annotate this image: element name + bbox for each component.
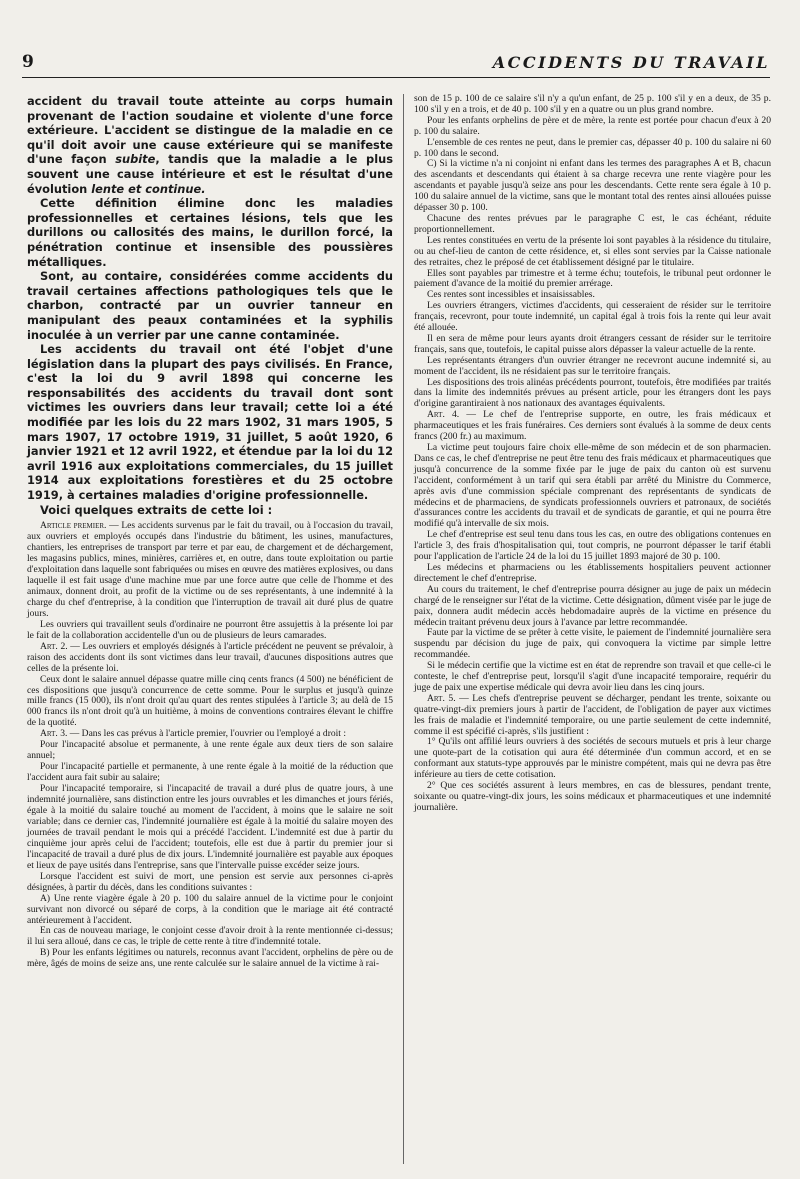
paragraph: Les rentes constituées en vertu de la présente loi sont payables à la résidence du titulaire, ou au chef-lieu de canton de cette résidence, et, si elles sont servies par la Caisse nationale des retraites, chez le préposé de cet établissement désigné par le titulaire.	[414, 234, 771, 268]
article-2-paragraph: Ceux dont le salaire annuel dépasse quatre mille cinq cents francs (4 500) ne bénéficient de ces dispositions que jusqu'à concurrence de cette somme. Pour le surplus et jusqu'à quinze mille francs (15 000), ils n'ont droit qu'au quart des rentes stipulées à l'article 3; au delà de 15 000 francs ils n'ont droit qu'à un huitième, à moins de conventions contraires élevant le chiffre de la quotité.	[27, 673, 393, 729]
paragraph: Les médecins et pharmaciens ou les établissements hospitaliers peuvent actionner directement le chef d'entreprise.	[414, 561, 771, 584]
intro-paragraph-1: accident du travail toute atteinte au corps humain provenant de l'action soudaine et violente d'une force extérieure. L'accident se distingue de la maladie en ce qu'il doit avoir une cause extérieure qui se manifeste d'une façon subite, tandis que la maladie a le plus souvent une cause intérieure et est le résultat d'une évolution lente et continue.	[27, 94, 393, 196]
article-label: Art. 4.	[427, 409, 460, 421]
article-3: Art. 3. — Dans les cas prévus à l'article premier, l'ouvrier ou l'employé a droit :	[40, 728, 346, 740]
column-divider	[403, 94, 404, 1164]
paragraph: Elles sont payables par trimestre et à terme échu; toutefois, le tribunal peut ordonner le paiement d'avance de la moitié du premier arrérage.	[414, 267, 771, 290]
article-label: Article premier.	[40, 520, 107, 532]
article-3-paragraph: En cas de nouveau mariage, le conjoint cesse d'avoir droit à la rente mentionnée ci-dessus; il lui sera alloué, dans ce cas, le triple de cette rente à titre d'indemnité totale.	[27, 925, 393, 948]
intro-paragraph-4: Les accidents du travail ont été l'objet d'une législation dans la plupart des pays civilisés. En France, c'est la loi du 9 avril 1898 qui concerne les responsabilités des accidents du travail dont sont victimes les ouvriers dans leur travail; cette loi a été modifiée par les lois du 22 mars 1902, 31 mars 1905, 5 mars 1907, 17 octobre 1919, 31 juillet, 5 août 1920, 6 janvier 1921 et 12 avril 1922, et étendue par la loi du 12 avril 1916 aux exploitations commerciales, du 15 juillet 1914 aux exploitations forestières et du 25 octobre 1919, à certaines maladies d'origine professionnelle.	[27, 342, 393, 503]
paragraph: Le chef d'entreprise est seul tenu dans tous les cas, en outre des obligations contenues en l'article 3, des frais d'hospitalisation qui, tout compris, ne pourront dépasser le tarif établi pour l'application de l'article 24 de la loi du 15 juillet 1893 majoré de 30 p. 100.	[414, 529, 771, 563]
paragraph: 1° Qu'ils ont affilié leurs ouvriers à des sociétés de secours mutuels et pris à leur charge une quote-part de la cotisation qui aura été déterminée d'un commun accord, et en se conformant aux statuts-type approuvés par le ministre compétent, mais qui ne devra pas être inférieure au tiers de cette cotisation.	[414, 736, 771, 781]
paragraph: Pour les enfants orphelins de père et de mère, la rente est portée pour chacun d'eux à 20 p. 100 du salaire.	[414, 114, 771, 137]
right-column	[414, 94, 771, 814]
article-5: Art. 5. — Les chefs d'entreprise peuvent se décharger, pendant les trente, soixante ou quatre-vingt-dix premiers jours à partir de l'accident, de l'obligation de payer aux victimes les frais de maladie et l'indemnité temporaire, ou une partie seulement de cette indemnité, comme il est spécifié ci-après, s'ils justifient :	[414, 692, 771, 737]
article-3-paragraph: Lorsque l'accident est suivi de mort, une pension est servie aux personnes ci-après désignées, à partir du décès, dans les conditions suivantes :	[27, 870, 393, 893]
paragraph: Si le médecin certifie que la victime est en état de reprendre son travail et que celle-ci le conteste, le chef d'entreprise peut, lorsqu'il s'agit d'une incapacité temporaire, requérir du juge de paix une expertise médicale qui devra avoir lieu dans les cinq jours.	[414, 660, 771, 693]
article-label: Art. 3.	[40, 728, 68, 740]
article-4: Art. 4. — Le chef de l'entreprise supporte, en outre, les frais médicaux et pharmaceutiques et les frais funéraires. Ces derniers sont évalués à la somme de deux cents francs (200 fr.) au maximum.	[414, 409, 771, 443]
paragraph: son de 15 p. 100 de ce salaire s'il n'y a qu'un enfant, de 25 p. 100 s'il y en a deux, de 35 p. 100 s'il y en a trois, et de 40 p. 100 s'il y en a quatre ou un plus grand nombre.	[414, 93, 771, 115]
article-label: Art. 2.	[40, 640, 68, 652]
article-3-paragraph: A) Une rente viagère égale à 20 p. 100 du salaire annuel de la victime pour le conjoint survivant non divorcé ou séparé de corps, à la condition que le mariage ait été contracté antérieurement à l'accident.	[27, 892, 393, 926]
paragraph: L'ensemble de ces rentes ne peut, dans le premier cas, dépasser 40 p. 100 du salaire ni 60 p. 100 dans le second.	[414, 136, 771, 159]
paragraph: Les représentants étrangers d'un ouvrier étranger ne recevront aucune indemnité si, au moment de l'accident, ils ne résidaient pas sur le territoire français.	[414, 354, 771, 377]
intro-paragraph-3: Sont, au contaire, considérées comme accidents du travail certaines affections pathologiques tels que le charbon, contracté par un ouvrier tanneur en manipulant des peaux contaminées et la syphilis inoculée à un verrier par une canne contaminée.	[27, 269, 393, 342]
page-header	[22, 48, 770, 72]
article-3-paragraph: Pour l'incapacité partielle et permanente, à une rente égale à la moitié de la réduction que l'accident aura fait subir au salaire;	[27, 761, 393, 784]
paragraph: Les dispositions des trois alinéas précédents pourront, toutefois, être modifiées par traités dans la limite des indemnités prévues au présent article, pour les étrangers dont les pays d'origine garantiraient à nos nationaux des avantages équivalents.	[414, 376, 771, 410]
intro-paragraph-2: Cette définition élimine donc les maladies professionnelles et certaines lésions, tels que les durillons ou callosités des mains, le durillon forcé, la pénétration continue et insensible des poussières métalliques.	[27, 196, 393, 269]
paragraph: Ces rentes sont incessibles et insaisissables.	[427, 289, 595, 301]
page-number: 9	[22, 52, 34, 72]
paragraph: C) Si la victime n'a ni conjoint ni enfant dans les termes des paragraphes A et B, chacun des ascendants et descendants qui étaient à sa charge recevra une rente viagère pour les ascendants et payable jusqu'à seize ans pour les descendants. Cette rente sera égale à 10 p. 100 du salaire annuel de la victime, sans que le montant total des rentes ainsi allouées puisse dépasser 30 p. 100.	[414, 158, 771, 214]
left-column	[27, 94, 393, 970]
article-1: Article premier. — Les accidents survenus par le fait du travail, ou à l'occasion du travail, aux ouvriers et employés occupés dans l'industrie du bâtiment, les usines, manufactures, chantiers, les entreprises de transport par terre et par eau, de chargement et de déchargement, les magasins publics, mines, minières, carrières et, en outre, dans toute exploitation ou partie d'exploitation dans laquelle sont fabriquées ou mises en œuvre des matières explosives, ou dans laquelle il est fait usage d'une machine mue par une force autre que celle de l'homme et des animaux, donnent droit, au profit de la victime ou de ses représentants, à une indemnité à la charge du chef d'entreprise, à la condition que l'interruption de travail ait duré plus de quatre jours.	[27, 520, 393, 619]
paragraph: Les ouvriers étrangers, victimes d'accidents, qui cesseraient de résider sur le territoire français, recevront, pour toute indemnité, un capital égal à trois fois la rente qui leur avait été allouée.	[414, 300, 771, 334]
article-3-paragraph: B) Pour les enfants légitimes ou naturels, reconnus avant l'accident, orphelins de père ou de mère, âgés de moins de seize ans, une rente calculée sur le salaire annuel de la victime à rai-	[27, 947, 393, 970]
emphasis-lente: lente et continue.	[91, 181, 206, 196]
paragraph: Il en sera de même pour leurs ayants droit étrangers cessant de résider sur le territoire français, sans que, toutefois, le capital puisse alors dépasser la valeur actuelle de la rente.	[414, 332, 771, 355]
paragraph: Chacune des rentes prévues par le paragraphe C est, le cas échéant, réduite proportionnellement.	[414, 212, 771, 235]
article-2: Art. 2. — Les ouvriers et employés désignés à l'article précédent ne peuvent se prévaloir, à raison des accidents dont ils sont victimes dans leur travail, d'aucunes dispositions autres que celles de la présente loi.	[27, 640, 393, 674]
paragraph: Au cours du traitement, le chef d'entreprise pourra désigner au juge de paix un médecin chargé de le renseigner sur l'état de la victime. Cette désignation, dûment visée par le juge de paix, donnera audit médecin accès hebdomadaire auprès de la victime en présence du médecin traitant prévenu deux jours à l'avance par lettre recommandée.	[414, 583, 771, 628]
paragraph: La victime peut toujours faire choix elle-même de son médecin et de son pharmacien. Dans ce cas, le chef d'entreprise ne peut être tenu des frais médicaux et pharmaceutiques que jusqu'à concurrence de la somme fixée par le juge de paix du canton où est survenu l'accident, conformément à un tarif qui sera établi par arrêté du Ministre du Commerce, après avis d'une commission spéciale comprenant des représentants de syndicats de médecins et de pharmaciens, de syndicats professionnels ouvriers et patronaux, de sociétés d'assurances contre les accidents du travail et de syndicats de garantie, et qui ne pourra être modifié qu'à intervalle de six mois.	[414, 442, 771, 530]
emphasis-subite: subite	[115, 152, 156, 167]
intro-paragraph-5: Voici quelques extraits de cette loi :	[40, 502, 273, 517]
article-label: Art. 5.	[427, 692, 456, 704]
article-1-paragraph: Les ouvriers qui travaillent seuls d'ordinaire ne pourront être assujettis à la présente loi par le fait de la collaboration accidentelle d'un ou de plusieurs de leurs camarades.	[27, 618, 393, 641]
article-3-paragraph: Pour l'incapacité absolue et permanente, à une rente égale aux deux tiers de son salaire annuel;	[27, 739, 393, 762]
paragraph: 2° Que ces sociétés assurent à leurs membres, en cas de blessures, pendant trente, soixante ou quatre-vingt-dix jours, les soins médicaux et pharmaceutiques et une indemnité journalière.	[414, 780, 771, 813]
paragraph: Faute par la victime de se prêter à cette visite, le paiement de l'indemnité journalière sera suspendu par décision du juge de paix, qui convoquera la victime par simple lettre recommandée.	[414, 627, 771, 661]
running-title: ACCIDENTS DU TRAVAIL	[492, 53, 770, 72]
article-3-paragraph: Pour l'incapacité temporaire, si l'incapacité de travail a duré plus de quatre jours, à une indemnité journalière, sans distinction entre les jours ouvrables et les dimanches et jours fériés, égale à la moitié du salaire touché au moment de l'accident, à moins que le salaire ne soit variable; dans ce dernier cas, l'indemnité journalière est égale à la moitié du salaire moyen des journées de travail pendant le mois qui a précédé l'accident. L'indemnité est due à partir du cinquième jour après celui de l'accident; toutefois, elle est due à partir du premier jour si l'incapacité de travail a duré plus de dix jours. L'indemnité journalière est payable aux époques et lieux de paye usités dans l'entreprise, sans que l'intervalle puisse excéder seize jours.	[27, 783, 393, 871]
header-rule	[22, 77, 770, 78]
